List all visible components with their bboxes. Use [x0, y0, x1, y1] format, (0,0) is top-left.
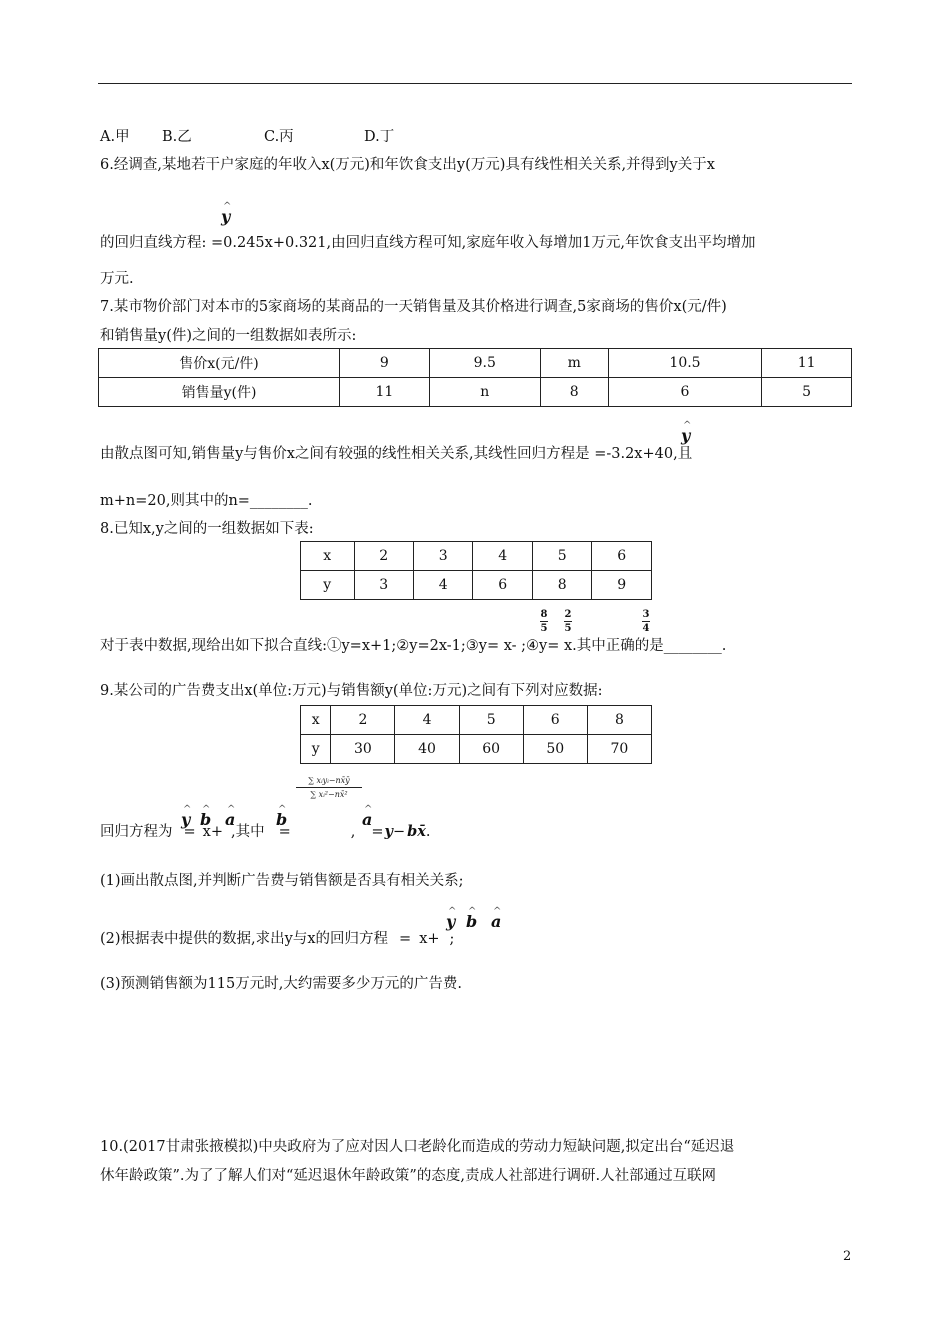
q8-fraction-3-4 [642, 609, 650, 634]
table-cell: 4 [395, 706, 459, 735]
x-bar: x̄ [417, 823, 426, 840]
option-b: B.乙 [162, 129, 192, 145]
formula-denominator: ∑ xᵢ²−nx̄² [310, 790, 348, 799]
table-cell: x [301, 542, 355, 571]
table-cell: 3 [354, 571, 413, 600]
table-cell: 销售量y(件) [99, 378, 340, 407]
equals-sign: = [371, 824, 384, 840]
equals-sign: = [183, 824, 196, 840]
q9-b-formula [296, 776, 362, 799]
q6-line2: 的回归直线方程: =0.245x+0.321,由回归直线方程可知,家庭年收入每增加1万元,年饮食支出平均增加 [100, 235, 756, 251]
table-cell: 4 [413, 571, 472, 600]
equals-sign: = [278, 824, 291, 840]
table-cell: 8 [587, 706, 651, 735]
semicolon: ; [449, 931, 455, 947]
table-cell: 2 [331, 706, 395, 735]
table-row [301, 542, 652, 571]
table-cell: 30 [331, 735, 395, 764]
table-row [99, 349, 852, 378]
q7-y-hat: ^ y [681, 428, 690, 444]
q7-line1: 7.某市物价部门对本市的5家商场的某商品的一天销售量及其价格进行调查,5家商场的售价x(元/件) [100, 299, 727, 315]
x-plus: x+ [202, 824, 223, 840]
table-cell: 8 [532, 571, 591, 600]
q9-part2 [100, 929, 454, 949]
q9-part3: (3)预测销售额为115万元时,大约需要多少万元的广告费. [100, 976, 462, 992]
table-cell: 6 [592, 542, 652, 571]
q9-part1: (1)画出散点图,并判断广告费与销售额是否具有相关关系; [100, 873, 464, 889]
fraction-numerator: 8 [540, 609, 548, 620]
regression-label: 回归方程为 [100, 824, 173, 840]
minus-sign: − [392, 824, 406, 840]
x-plus: x+ [419, 931, 440, 947]
page-number: 2 [843, 1249, 852, 1264]
q9-y-hat: ^ y [181, 812, 190, 828]
b-hat-inline: b [407, 823, 418, 840]
q9-part2-y-hat: ^ y [446, 914, 455, 930]
table-cell: 50 [523, 735, 587, 764]
q8-line1: 8.已知x,y之间的一组数据如下表: [100, 521, 314, 537]
table-cell: 5 [762, 378, 852, 407]
option-d: D.丁 [364, 129, 395, 145]
q8-table [300, 541, 652, 600]
table-cell: y [301, 735, 331, 764]
table-row [301, 571, 652, 600]
fraction-denominator: 5 [564, 623, 572, 634]
table-cell: 4 [473, 542, 532, 571]
q6-line3: 万元. [100, 271, 134, 287]
fraction-denominator: 4 [642, 623, 650, 634]
table-cell: 6 [523, 706, 587, 735]
where-label: ,其中 [230, 824, 265, 840]
q7-table [98, 348, 852, 407]
table-cell: 9 [340, 349, 430, 378]
q9-a-hat-2: ^ a [362, 812, 372, 828]
table-cell: 11 [340, 378, 430, 407]
part2-text: (2)根据表中提供的数据,求出y与x的回归方程 [100, 931, 389, 947]
table-cell: x [301, 706, 331, 735]
table-cell: 60 [459, 735, 523, 764]
table-cell: 售价x(元/件) [99, 349, 340, 378]
y-symbol: y [384, 823, 393, 840]
q6-line1: 6.经调查,某地若干户家庭的年收入x(万元)和年饮食支出y(万元)具有线性相关关系,并得到y关于x [100, 157, 715, 173]
table-cell: y [301, 571, 355, 600]
q10-line2: 休年龄政策”.为了了解人们对“延迟退休年龄政策”的态度,责成人社部进行调研.人社部通过互联网 [100, 1168, 717, 1184]
table-cell: m [540, 349, 608, 378]
table-cell: 9.5 [429, 349, 540, 378]
period: . [425, 824, 431, 840]
table-cell: 10.5 [608, 349, 761, 378]
q7-line4: m+n=20,则其中的n=________. [100, 493, 313, 509]
q7-line2: 和销售量y(件)之间的一组数据如表所示: [100, 328, 357, 344]
q8-fraction-2-5 [564, 609, 572, 634]
fraction-denominator: 5 [540, 623, 548, 634]
q6-y-hat: ^ y [221, 209, 230, 225]
table-cell: 2 [354, 542, 413, 571]
equals-sign: = [399, 931, 412, 947]
q9-part2-a-hat: ^ a [491, 914, 501, 930]
q9-b-hat-2: ^ b [276, 812, 287, 828]
q7-line3: 由散点图可知,销售量y与售价x之间有较强的线性相关关系,其线性回归方程是 =-3.2x+40,且 [100, 446, 693, 462]
table-cell: 8 [540, 378, 608, 407]
table-cell: n [429, 378, 540, 407]
q10-line1: 10.(2017甘肃张掖模拟)中央政府为了应对因人口老龄化而造成的劳动力短缺问题,拟定出台“延迟退 [100, 1139, 735, 1155]
fraction-numerator: 3 [642, 609, 650, 620]
option-c: C.丙 [264, 129, 294, 145]
table-cell: 3 [413, 542, 472, 571]
table-cell: 5 [532, 542, 591, 571]
header-rule [98, 83, 852, 84]
table-cell: 9 [592, 571, 652, 600]
table-row [301, 706, 652, 735]
q9-part2-b-hat: ^ b [466, 914, 477, 930]
table-cell: 11 [762, 349, 852, 378]
table-cell: 40 [395, 735, 459, 764]
q9-line1: 9.某公司的广告费支出x(单位:万元)与销售额y(单位:万元)之间有下列对应数据: [100, 683, 603, 699]
option-a: A.甲 [100, 129, 130, 145]
comma: , [350, 824, 356, 840]
q9-table [300, 705, 652, 764]
table-row [301, 735, 652, 764]
table-row [99, 378, 852, 407]
q9-a-hat: ^ a [225, 812, 235, 828]
q8-line2: 对于表中数据,现给出如下拟合直线:①y=x+1;②y=2x-1;③y= x- ;④y= x.其中正确的是________. [100, 638, 727, 654]
answer-options [100, 127, 394, 147]
q9-b-hat: ^ b [200, 812, 211, 828]
formula-numerator: ∑ xᵢyᵢ−nx̄ȳ [308, 776, 350, 785]
table-cell: 6 [473, 571, 532, 600]
table-cell: 6 [608, 378, 761, 407]
fraction-numerator: 2 [564, 609, 572, 620]
table-cell: 70 [587, 735, 651, 764]
q8-fraction-8-5 [540, 609, 548, 634]
q9-line2 [100, 822, 431, 842]
table-cell: 5 [459, 706, 523, 735]
